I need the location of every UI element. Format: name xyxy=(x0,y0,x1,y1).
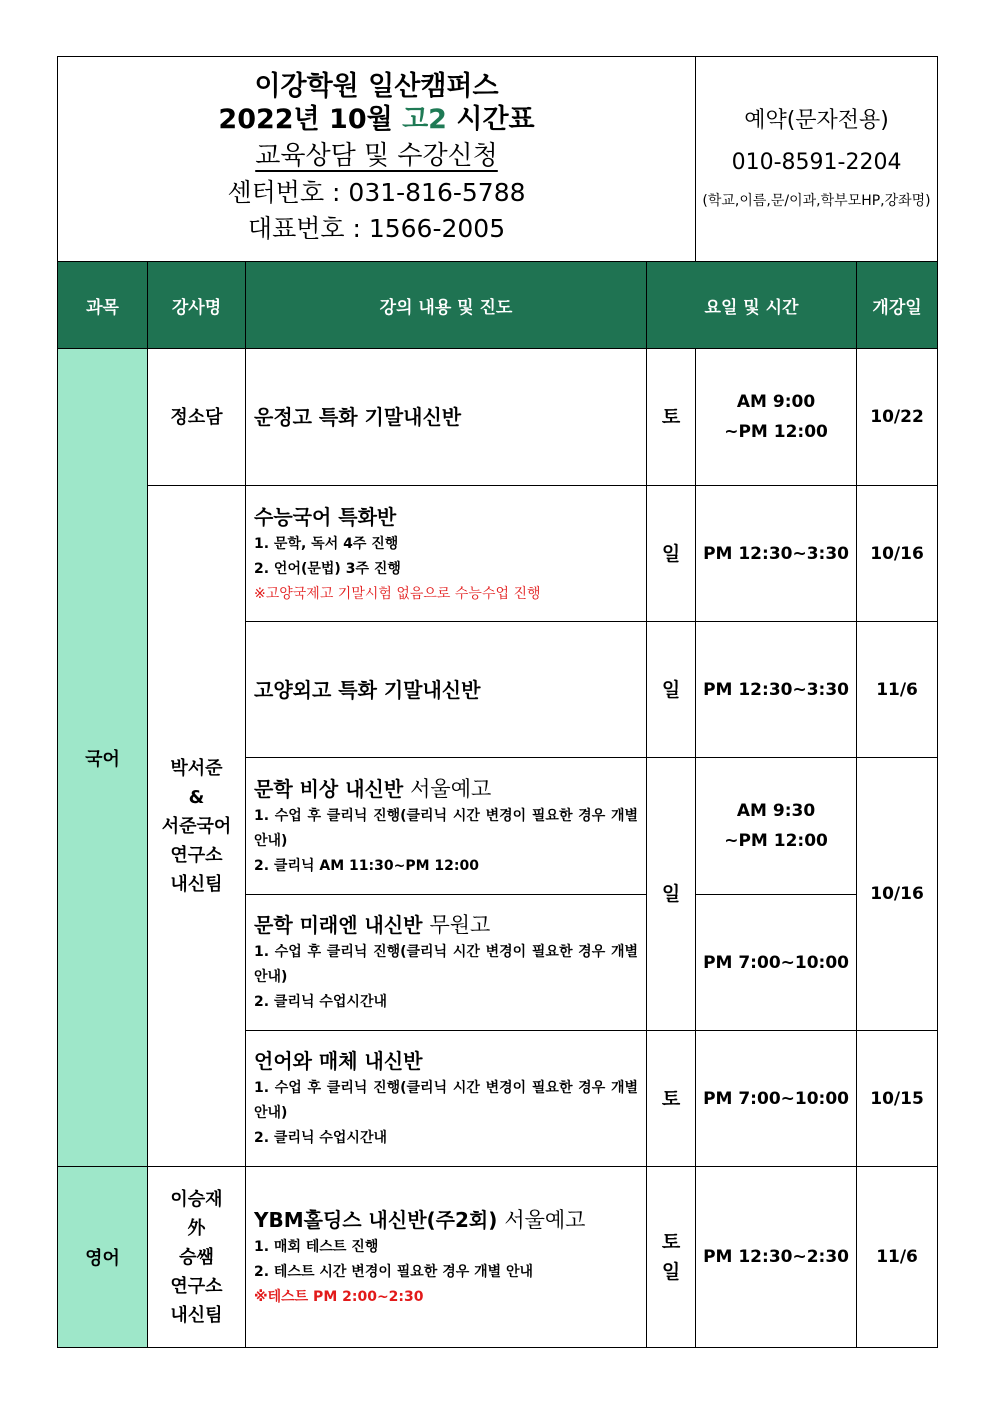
course-day: 일 xyxy=(647,486,696,622)
teacher-line: 서준국어 xyxy=(161,815,232,837)
course-content xyxy=(246,895,647,1031)
col-teacher: 강사명 xyxy=(148,262,246,349)
open-date: 10/22 xyxy=(857,349,938,486)
course-time xyxy=(696,349,857,486)
course-content xyxy=(246,486,647,622)
reservation-label: 예약(문자전용) xyxy=(744,108,889,133)
teacher-line: 연구소 xyxy=(170,1275,223,1297)
course-title-text: YBM홀딩스 내신반(주2회) xyxy=(254,1208,498,1232)
reservation-block xyxy=(696,57,938,262)
col-subject: 과목 xyxy=(58,262,148,349)
course-time: PM 12:30~3:30 xyxy=(696,486,857,622)
open-date: 10/15 xyxy=(857,1031,938,1167)
course-title xyxy=(254,774,638,804)
course-title: 고양외고 특화 기말내신반 xyxy=(254,677,481,702)
course-note: ※테스트 PM 2:00~2:30 xyxy=(254,1289,424,1305)
schedule-title xyxy=(58,103,695,137)
time-line: ~PM 12:00 xyxy=(724,422,828,442)
time-line: AM 9:00 xyxy=(736,392,816,412)
course-time: PM 12:30~2:30 xyxy=(696,1167,857,1348)
course-day: 일 xyxy=(647,622,696,758)
course-day: 토 xyxy=(647,1031,696,1167)
academy-name: 이강학원 일산캠퍼스 xyxy=(254,71,499,102)
course-content xyxy=(246,622,647,758)
subject-english: 영어 xyxy=(58,1167,148,1348)
consult-heading xyxy=(58,137,695,175)
teacher-line: 내신팀 xyxy=(170,873,223,895)
school-tag: 무원고 xyxy=(429,913,491,937)
course-title: 운정고 특화 기말내신반 xyxy=(254,405,462,429)
course-detail: 1. 수업 후 클리닉 진행(클리닉 시간 변경이 필요한 경우 개별 안내) xyxy=(254,944,638,985)
column-header-row xyxy=(58,262,938,349)
col-schedule: 요일 및 시간 xyxy=(647,262,857,349)
course-content xyxy=(246,1167,647,1348)
school-tag: 서울예고 xyxy=(504,1208,586,1232)
course-detail: 1. 수업 후 클리닉 진행(클리닉 시간 변경이 필요한 경우 개별 안내) xyxy=(254,1080,638,1121)
course-title: 수능국어 특화반 xyxy=(254,504,397,529)
course-detail: 2. 클리닉 AM 11:30~PM 12:00 xyxy=(254,857,479,874)
school-tag: 서울예고 xyxy=(410,776,492,801)
course-detail: 1. 문학, 독서 4주 진행 xyxy=(254,535,399,552)
course-day: 토 xyxy=(647,349,696,486)
open-date: 11/6 xyxy=(857,622,938,758)
time-line: ~PM 12:00 xyxy=(724,831,828,851)
main-phone: 대표번호 : 1566-2005 xyxy=(247,214,506,243)
col-open-date: 개강일 xyxy=(857,262,938,349)
year-month: 2022년 10월 xyxy=(218,104,403,135)
consult-text: 교육상담 및 수강신청 xyxy=(255,141,498,171)
day-line: 일 xyxy=(661,1261,681,1283)
timetable-frame xyxy=(57,56,937,1347)
teacher-line: 外 xyxy=(187,1217,206,1239)
course-detail: 2. 클리닉 수업시간내 xyxy=(254,1130,387,1146)
title-block xyxy=(58,57,696,262)
course-day xyxy=(647,1167,696,1348)
table-row xyxy=(58,349,938,486)
course-time: PM 7:00~10:00 xyxy=(696,895,857,1031)
grade-label: 고2 xyxy=(402,104,447,135)
center-phone: 센터번호 : 031-816-5788 xyxy=(227,178,526,207)
teacher-line: 연구소 xyxy=(170,844,223,866)
course-detail: 1. 수업 후 클리닉 진행(클리닉 시간 변경이 필요한 경우 개별 안내) xyxy=(254,807,638,849)
time-line: AM 9:30 xyxy=(736,801,816,821)
teacher-line: 승쌤 xyxy=(179,1246,214,1268)
timetable xyxy=(57,56,938,1348)
teacher-line: 박서준 xyxy=(170,757,223,779)
course-detail: 2. 언어(문법) 3주 진행 xyxy=(254,560,401,577)
course-detail: 1. 매회 테스트 진행 xyxy=(254,1239,379,1255)
course-title: 언어와 매체 내신반 xyxy=(254,1049,423,1073)
table-row xyxy=(58,486,938,622)
day-line: 토 xyxy=(661,1231,681,1253)
reservation-note: (학교,이름,문/이과,학부모HP,강좌명) xyxy=(702,193,931,209)
col-content: 강의 내용 및 진도 xyxy=(246,262,647,349)
table-row xyxy=(58,1167,938,1348)
course-content xyxy=(246,758,647,895)
subject-korean: 국어 xyxy=(58,349,148,1167)
course-content xyxy=(246,1031,647,1167)
teacher-line: 내신팀 xyxy=(170,1304,223,1326)
course-time: PM 12:30~3:30 xyxy=(696,622,857,758)
teacher-name: 정소담 xyxy=(148,349,246,486)
course-detail: 2. 클리닉 수업시간내 xyxy=(254,994,387,1010)
open-date: 10/16 xyxy=(857,486,938,622)
reservation-phone: 010-8591-2204 xyxy=(731,150,902,175)
course-detail: 2. 테스트 시간 변경이 필요한 경우 개별 안내 xyxy=(254,1264,534,1280)
course-time: PM 7:00~10:00 xyxy=(696,1031,857,1167)
course-title-text: 문학 비상 내신반 xyxy=(254,776,404,801)
header-row xyxy=(58,57,938,262)
teacher-line: & xyxy=(188,786,205,808)
course-day: 일 xyxy=(647,758,696,1031)
course-time xyxy=(696,758,857,895)
course-title-text: 문학 미래엔 내신반 xyxy=(254,913,423,937)
teacher-team xyxy=(148,486,246,1167)
teacher-team xyxy=(148,1167,246,1348)
schedule-word: 시간표 xyxy=(446,104,535,135)
course-note: ※고양국제고 기말시험 없음으로 수능수업 진행 xyxy=(254,585,541,602)
open-date: 10/16 xyxy=(857,758,938,1031)
course-title xyxy=(254,1205,638,1235)
course-title xyxy=(254,910,638,940)
open-date: 11/6 xyxy=(857,1167,938,1348)
course-content xyxy=(246,349,647,486)
teacher-line: 이승재 xyxy=(170,1188,223,1210)
